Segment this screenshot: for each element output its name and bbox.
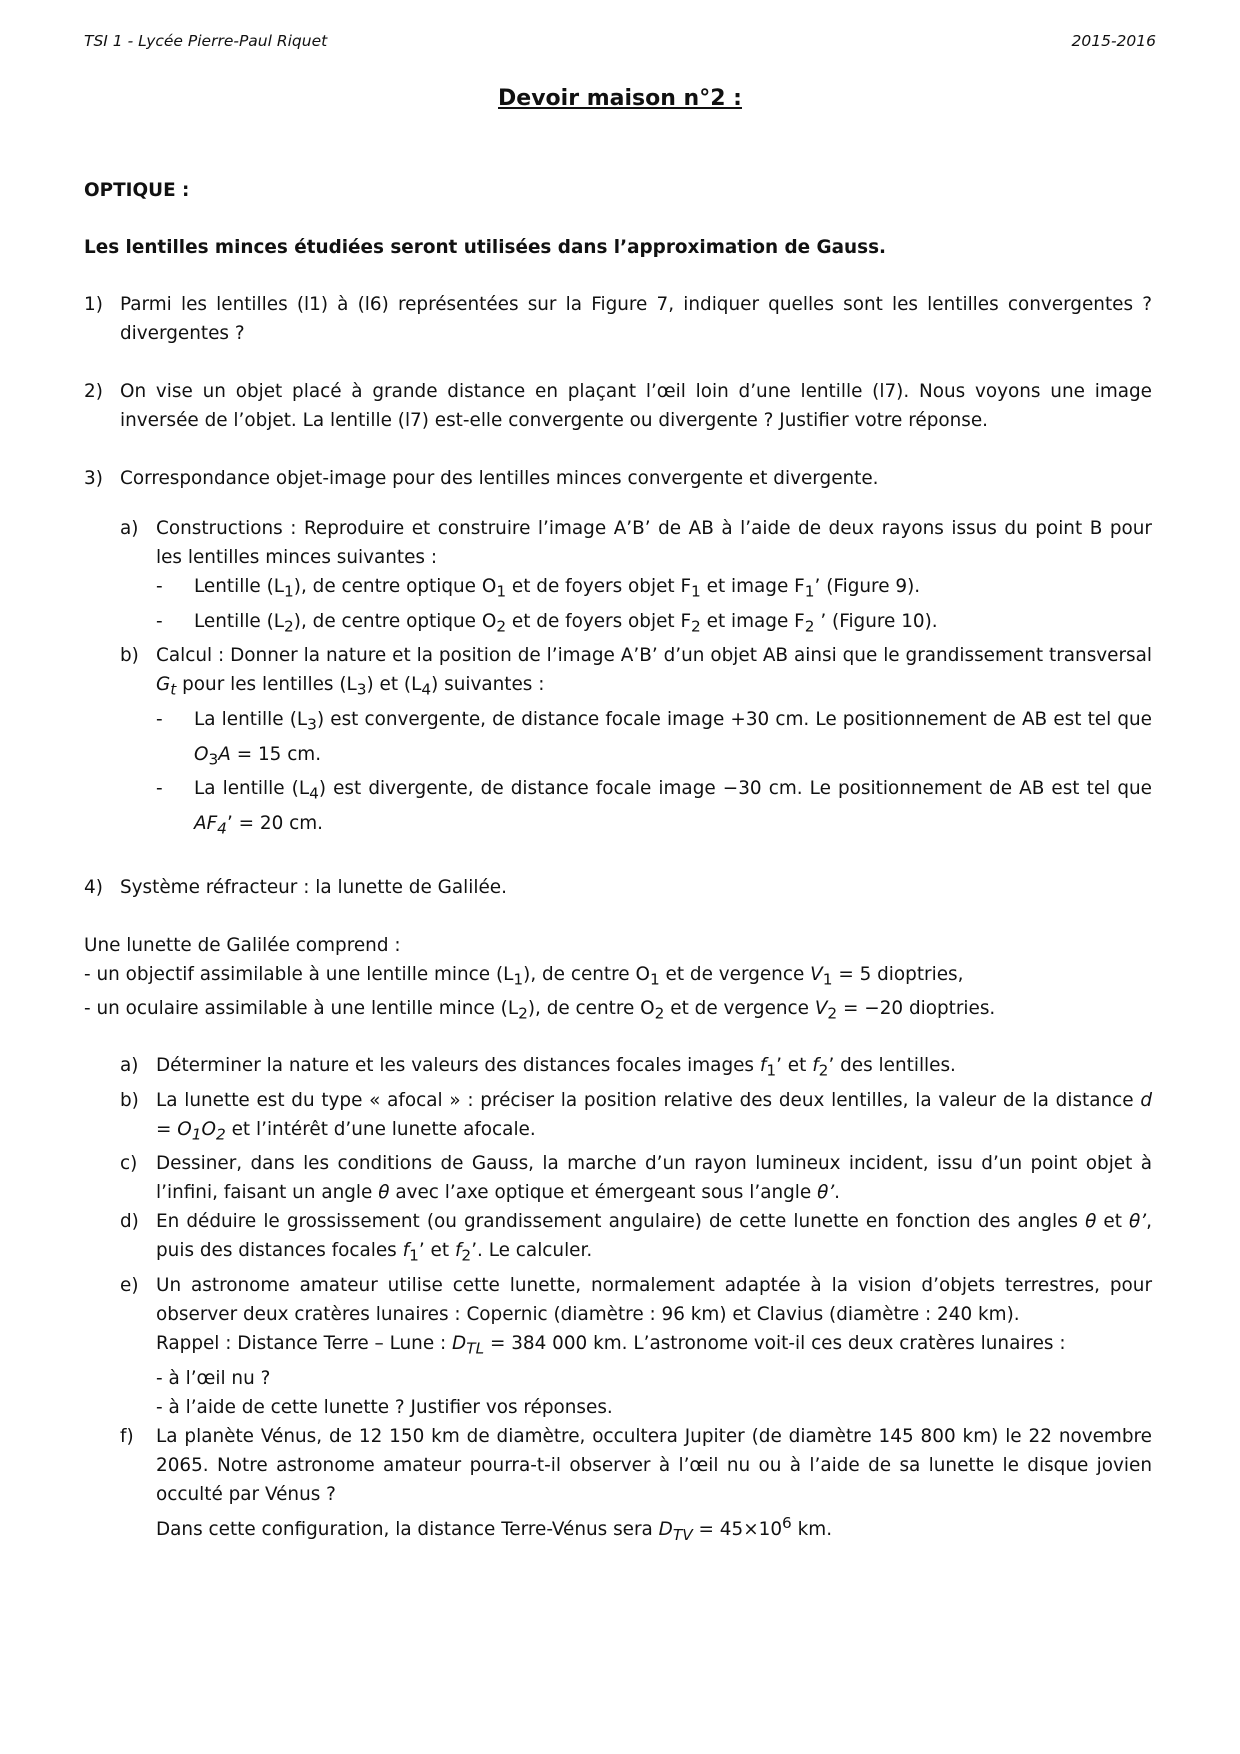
question-number: 4) [84,876,103,898]
question-4b: b) La lunette est du type « afocal » : préciser la position relative des deux lentilles, la valeur de la distance $d = O_1O_2$ et l’intérêt d’une lunette afocale. [120,1089,1152,1144]
config-line: Dans cette configuration, la distance Terre-Vénus sera $D_{TV} = 45\times 10^6$ km. [156,1513,833,1544]
objective-line: - un objectif assimilable à une lentille mince $(L_1)$, de centre $O_1$ et de vergence $V_1 = 5$ dioptries, [84,963,964,989]
question-text: On vise un objet placé à grande distance en plaçant l’œil loin d’une lentille (l7). Nous voyons une image inversée de l’objet. La lentille (l7) est-elle convergente ou divergente ? Justifier votre réponse. [120,381,1152,431]
lens-l3-item: - La lentille $(L_3)$ est convergente, de distance focale image +30 cm. Le positionnement de AB est tel que $O_3A = 15$ cm. [156,705,1152,774]
lens-l2-item: - Lentille $(L_2)$, de centre optique $O_2$ et de foyers objet $F_2$ et image $F_2$ ’ (Figure 10). [156,607,1152,642]
question-text: Système réfracteur : la lunette de Galilée. [120,876,507,898]
question-1 [84,290,1152,348]
galilee-description: Une lunette de Galilée comprend : - un objectif assimilable à une lentille mince $(L_1)$, de centre $O_1$ et de vergence $V_1 = 5$ dioptries, - un oculaire assimilable à une lentille mince $(L_2)$, de centre $O_2$ et de vergence $V_2 = -20$ dioptries. [84,931,1152,1029]
question-3b: b) Calcul : Donner la nature et la position de l’image A’B’ d’un objet AB ainsi que le grandissement transversal $G_t$ pour les lentilles $(L_3)$ et $(L_4)$ suivantes : [120,641,1152,705]
question-3 [84,464,1152,493]
question-4d: d) En déduire le grossissement (ou grandissement angulaire) de cette lunette en fonction des angles θ et θ’, puis des distances focales $f_1$’ et $f_2$’. Le calculer. [120,1211,1152,1266]
document-body [84,176,1152,1550]
reminder-line: Rappel : Distance Terre – Lune : $D_{TL} = 384$ 000 km. L’astronome voit-il ces deux cratères lunaires : [156,1333,1066,1358]
question-4e: e) Un astronome amateur utilise cette lunette, normalement adaptée à la vision d’objets terrestres, pour observer deux cratères lunaires : Copernic (diamètre : 96 km) et Clavius (diamètre : 240 km). Rappel : Distance Terre – Lune : $D_{TL} = 384$ 000 km. L’astronome voit-il ces deux cratères lunaires : - à l’œil nu ? - à l’aide de cette lunette ? Justifier vos réponses. [120,1275,1152,1418]
question-4a: a) Déterminer la nature et les valeurs des distances focales images $f_1$’ et $f_2$’ des lentilles. [120,1055,956,1080]
header-year: 2015-2016 [1071,32,1156,50]
eyepiece-line: - un oculaire assimilable à une lentille mince $(L_2)$, de centre $O_2$ et de vergence $V_2 = -20$ dioptries. [84,998,996,1024]
question-3a [120,514,1152,572]
page-title: Devoir maison n°2 : [498,86,742,111]
question-number: 2) [84,381,103,402]
sub-label: a) [120,518,139,539]
question-number: 3) [84,468,103,489]
question-number: 1) [84,294,103,315]
sub-text: Constructions : Reproduire et construire l’image A’B’ de AB à l’aide de deux rayons issus du point B pour les lentilles minces suivantes : [156,518,1152,568]
question-4f: f) La planète Vénus, de 12 150 km de diamètre, occultera Jupiter (de diamètre 145 800 km) le 22 novembre 2065. Notre astronome amateur pourra-t-il observer à l’œil nu ou à l’aide de sa lunette le disque jovien occulté par Vénus ? Dans cette configuration, la distance Terre-Vénus sera $D_{TV} = 45\times 10^6$ km. [120,1422,1152,1550]
question-text: Parmi les lentilles (l1) à (l6) représentées sur la Figure 7, indiquer quelles sont les lentilles convergentes ? divergentes ? [120,294,1152,344]
question-3-parts [84,514,1152,844]
dash-bullet: - [156,576,163,597]
dash-bullet: - [156,709,163,731]
question-text: Correspondance objet-image pour des lentilles minces convergente et divergente. [120,468,879,489]
dash-bullet: - [156,610,163,632]
sub-label: b) [120,645,139,667]
dash-bullet: - [156,778,163,800]
section-title: OPTIQUE : [84,180,190,201]
lens-l1-item: - Lentille $(L_1)$, de centre optique $O_1$ et de foyers objet $F_1$ et image $F_1$’ (Figure 9). [156,572,1152,607]
lens-l4-item: - La lentille $(L_4)$ est divergente, de distance focale image −30 cm. Le positionnement de AB est tel que $AF_4$’ = 20 cm. [156,774,1152,843]
question-4c: c) Dessiner, dans les conditions de Gauss, la marche d’un rayon lumineux incident, issu d’un point objet à l’infini, faisant un angle θ avec l’axe optique et émergeant sous l’angle θ’. [120,1153,1152,1204]
intro-statement: Les lentilles minces étudiées seront utilisées dans l’approximation de Gauss. [84,237,887,258]
question-4 [84,873,1152,902]
question-4-parts [84,1051,1152,1549]
header-school: TSI 1 - Lycée Pierre-Paul Riquet [84,32,328,50]
question-2 [84,377,1152,435]
